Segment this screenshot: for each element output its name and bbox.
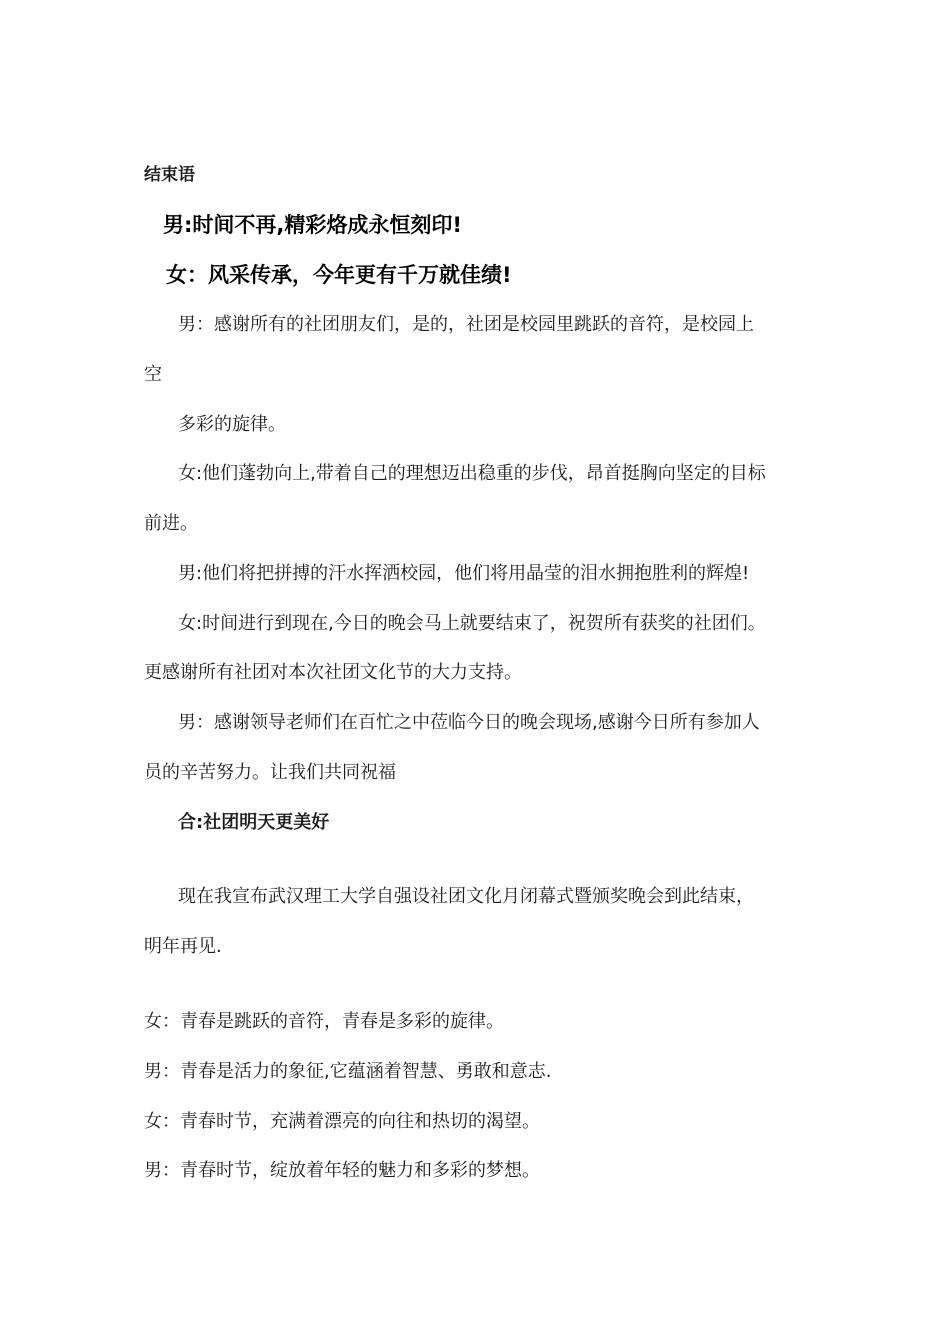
paragraph-line: 空 bbox=[144, 364, 162, 385]
paragraph-line: 明年再见. bbox=[144, 936, 222, 957]
paragraph-line: 男：感谢所有的社团朋友们，是的，社团是校园里跳跃的音符，是校园上 bbox=[178, 314, 754, 335]
document-title: 结束语 bbox=[144, 165, 195, 185]
heading-male-line: 男:时间不再,精彩烙成永恒刻印! bbox=[163, 213, 462, 237]
paragraph-line: 更感谢所有社团对本次社团文化节的大力支持。 bbox=[144, 662, 522, 683]
dialogue-line: 女：青春是跳跃的音符，青春是多彩的旋律。 bbox=[144, 1011, 504, 1032]
together-line: 合:社团明天更美好 bbox=[178, 812, 330, 833]
paragraph-line: 现在我宣布武汉理工大学自强设社团文化月闭幕式暨颁奖晚会到此结束， bbox=[178, 886, 754, 907]
paragraph-line: 男：感谢领导老师们在百忙之中莅临今日的晚会现场,感谢今日所有参加人 bbox=[178, 712, 760, 733]
paragraph-line: 多彩的旋律。 bbox=[178, 414, 286, 435]
paragraph-line: 员的辛苦努力。让我们共同祝福 bbox=[144, 762, 396, 783]
dialogue-line: 男：青春时节，绽放着年轻的魅力和多彩的梦想。 bbox=[144, 1160, 540, 1181]
heading-female-line: 女：风采传承，今年更有千万就佳绩! bbox=[166, 263, 512, 287]
dialogue-line: 女：青春时节，充满着漂亮的向往和热切的渴望。 bbox=[144, 1111, 540, 1132]
dialogue-line: 男：青春是活力的象征,它蕴涵着智慧、勇敢和意志. bbox=[144, 1061, 552, 1082]
paragraph-line: 女:他们蓬勃向上,带着自己的理想迈出稳重的步伐，昂首挺胸向坚定的目标 bbox=[178, 463, 766, 484]
paragraph-line: 女:时间进行到现在,今日的晚会马上就要结束了，祝贺所有获奖的社团们。 bbox=[178, 613, 766, 634]
paragraph-line: 男:他们将把拼搏的汗水挥洒校园，他们将用晶莹的泪水拥抱胜利的辉煌! bbox=[178, 563, 750, 584]
paragraph-line: 前进。 bbox=[144, 513, 198, 534]
